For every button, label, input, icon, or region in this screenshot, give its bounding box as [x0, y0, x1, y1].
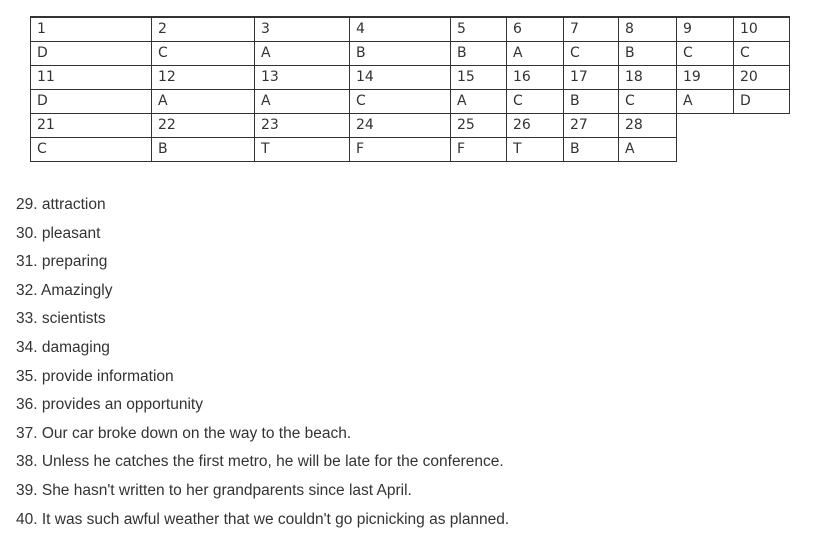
question-number-cell: 14 [350, 66, 451, 90]
answer-letter-cell: A [619, 138, 677, 162]
question-number-cell: 18 [619, 66, 677, 90]
question-number-cell: 21 [31, 114, 152, 138]
question-number-cell: 3 [255, 17, 350, 42]
list-item: 32. Amazingly [16, 281, 113, 299]
answer-letter-cell: B [350, 42, 451, 66]
answer-letter-cell: B [564, 90, 619, 114]
answer-key-table [30, 16, 790, 162]
answer-letter-cell: C [677, 42, 734, 66]
question-number-cell: 10 [734, 17, 790, 42]
answer-letter-cell: A [507, 42, 564, 66]
answer-letter-cell: C [734, 42, 790, 66]
answer-letter-cell: C [564, 42, 619, 66]
empty-cell [734, 114, 790, 138]
question-number-cell: 4 [350, 17, 451, 42]
question-number-cell: 5 [451, 17, 507, 42]
list-item: 40. It was such awful weather that we couldn't go picnicking as planned. [16, 510, 510, 528]
question-number-cell: 13 [255, 66, 350, 90]
answer-letter-cell: A [255, 42, 350, 66]
list-item: 33. scientists [16, 310, 106, 328]
answer-letter-cell: C [619, 90, 677, 114]
answer-letter-cell: C [31, 138, 152, 162]
question-number-cell: 28 [619, 114, 677, 138]
list-item: 39. She hasn't written to her grandparents since last April. [16, 481, 412, 499]
question-number-cell: 26 [507, 114, 564, 138]
answer-letter-cell: T [255, 138, 350, 162]
answer-letter-cell: T [507, 138, 564, 162]
question-number-cell: 25 [451, 114, 507, 138]
question-number-cell: 11 [31, 66, 152, 90]
answer-letter-cell: A [255, 90, 350, 114]
answer-letter-cell: F [350, 138, 451, 162]
list-item: 37. Our car broke down on the way to the beach. [16, 424, 352, 442]
question-number-cell: 9 [677, 17, 734, 42]
question-number-cell: 12 [152, 66, 255, 90]
question-number-cell: 16 [507, 66, 564, 90]
question-number-cell: 24 [350, 114, 451, 138]
list-item: 38. Unless he catches the first metro, he will be late for the conference. [16, 453, 504, 471]
question-number-cell: 22 [152, 114, 255, 138]
answer-letter-cell: D [31, 90, 152, 114]
table-row [31, 42, 790, 66]
question-number-cell: 19 [677, 66, 734, 90]
question-number-cell: 7 [564, 17, 619, 42]
table-row [31, 114, 790, 138]
empty-cell [734, 138, 790, 162]
answer-letter-cell: B [152, 138, 255, 162]
question-number-cell: 15 [451, 66, 507, 90]
list-item: 29. attraction [16, 196, 106, 213]
answer-letter-cell: C [507, 90, 564, 114]
answer-letter-cell: B [619, 42, 677, 66]
list-item: 36. provides an opportunity [16, 396, 203, 414]
answer-letter-cell: B [564, 138, 619, 162]
list-item: 35. provide information [16, 367, 174, 385]
answer-letter-cell: A [677, 90, 734, 114]
answer-letter-cell: C [152, 42, 255, 66]
table-row [31, 17, 790, 42]
question-number-cell: 20 [734, 66, 790, 90]
question-number-cell: 2 [152, 17, 255, 42]
table-row [31, 138, 790, 162]
question-number-cell: 6 [507, 17, 564, 42]
table-row [31, 66, 790, 90]
list-item: 30. pleasant [16, 224, 101, 242]
answer-letter-cell: B [451, 42, 507, 66]
list-item: 34. damaging [16, 338, 110, 356]
answer-letter-cell: D [734, 90, 790, 114]
answer-letter-cell: A [451, 90, 507, 114]
table-row [31, 90, 790, 114]
answer-letter-cell: D [31, 42, 152, 66]
answer-letter-cell: C [350, 90, 451, 114]
question-number-cell: 17 [564, 66, 619, 90]
question-number-cell: 23 [255, 114, 350, 138]
answer-letter-cell: A [152, 90, 255, 114]
question-number-cell: 1 [31, 17, 152, 42]
answer-list [16, 191, 509, 534]
empty-cell [677, 138, 734, 162]
empty-cell [677, 114, 734, 138]
answer-letter-cell: F [451, 138, 507, 162]
question-number-cell: 27 [564, 114, 619, 138]
question-number-cell: 8 [619, 17, 677, 42]
list-item: 31. preparing [16, 253, 108, 271]
